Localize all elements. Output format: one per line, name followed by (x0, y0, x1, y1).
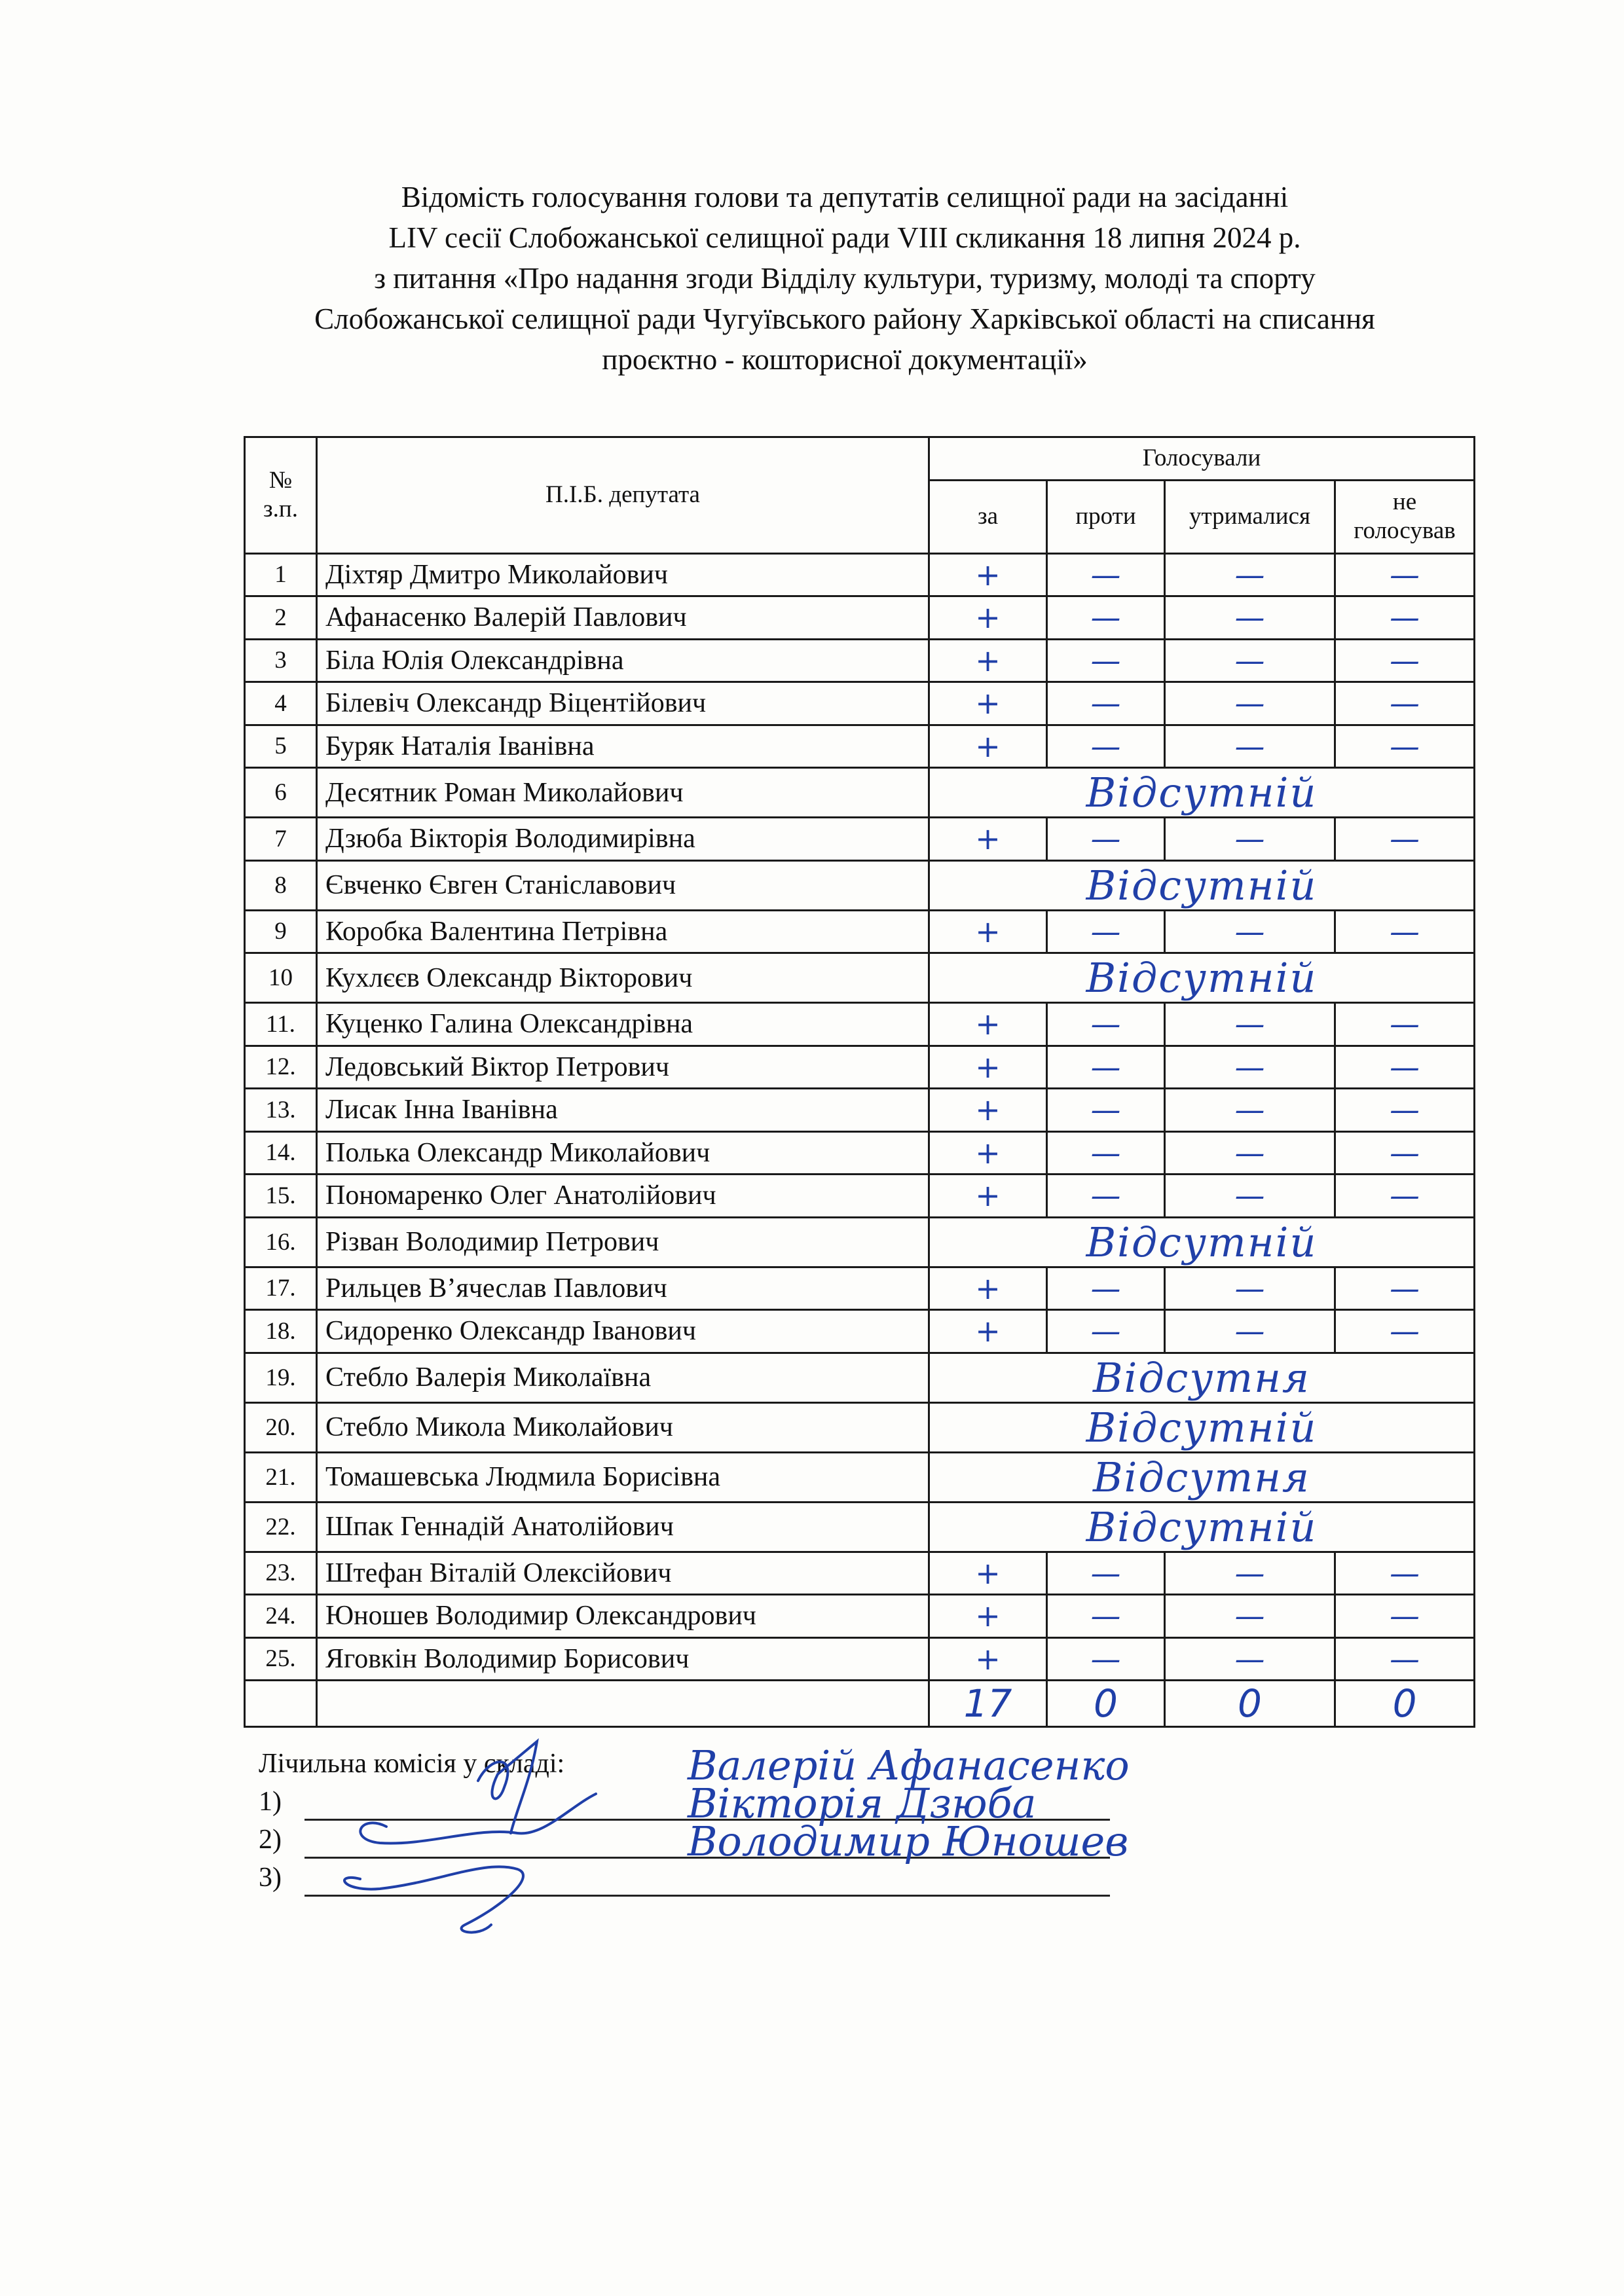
absent-mark: Відсутня (929, 1353, 1475, 1402)
vote-abstain: — (1165, 553, 1335, 596)
vote-abstain: — (1165, 1552, 1335, 1595)
vote-for: + (929, 1267, 1047, 1310)
row-number: 21. (245, 1452, 317, 1502)
vote-against: — (1047, 1310, 1165, 1353)
header-name: П.І.Б. депутата (317, 437, 929, 554)
vote-abstain: — (1165, 1046, 1335, 1089)
header-voted: Голосували (929, 437, 1475, 481)
table-row (245, 639, 1475, 682)
vote-abstain: — (1165, 1131, 1335, 1175)
header-abstain: утрималися (1165, 480, 1335, 553)
row-number: 22. (245, 1502, 317, 1552)
heading-line-3: з питання «Про надання згоди Відділу культури, туризму, молоді та спорту (374, 262, 1316, 295)
row-number: 2 (245, 596, 317, 640)
vote-against: — (1047, 1003, 1165, 1046)
header-number (245, 437, 317, 554)
vote-against: — (1047, 553, 1165, 596)
vote-for: + (929, 1552, 1047, 1595)
member-number: 3) (259, 1863, 282, 1893)
total-for: 17 (929, 1681, 1047, 1727)
vote-for: + (929, 910, 1047, 953)
signatures-scrawl (321, 1728, 688, 1951)
vote-against: — (1047, 596, 1165, 640)
row-number: 23. (245, 1552, 317, 1595)
row-number: 24. (245, 1595, 317, 1638)
header-novote-a: не (1392, 488, 1417, 515)
deputy-name: Коробка Валентина Петрівна (317, 910, 929, 953)
table-row (245, 768, 1475, 818)
header-number-a: № (268, 467, 293, 494)
vote-against: — (1047, 725, 1165, 768)
member-name-1: Валерій Афанасенко (688, 1741, 1130, 1789)
row-number: 25. (245, 1637, 317, 1681)
deputy-name: Сидоренко Олександр Іванович (317, 1310, 929, 1353)
totals-label (317, 1681, 929, 1727)
table-row (245, 1131, 1475, 1175)
vote-novote: — (1335, 1089, 1475, 1132)
vote-against: — (1047, 639, 1165, 682)
vote-against: — (1047, 682, 1165, 725)
member-number: 2) (259, 1825, 282, 1855)
row-number: 3 (245, 639, 317, 682)
header-novote (1335, 480, 1475, 553)
deputy-name: Кухлєєв Олександр Вікторович (317, 953, 929, 1003)
table-row (245, 1452, 1475, 1502)
table-row (245, 1353, 1475, 1402)
table-row (245, 818, 1475, 861)
absent-mark: Відсутній (929, 1402, 1475, 1452)
vote-for: + (929, 1595, 1047, 1638)
vote-abstain: — (1165, 1267, 1335, 1310)
deputy-name: Штефан Віталій Олексійович (317, 1552, 929, 1595)
deputy-name: Лисак Інна Іванівна (317, 1089, 929, 1132)
row-number: 9 (245, 910, 317, 953)
deputy-name: Біла Юлія Олександрівна (317, 639, 929, 682)
vote-for: + (929, 1003, 1047, 1046)
deputy-name: Пономаренко Олег Анатолійович (317, 1175, 929, 1218)
vote-for: + (929, 725, 1047, 768)
vote-novote: — (1335, 818, 1475, 861)
row-number: 5 (245, 725, 317, 768)
deputy-name: Десятник Роман Миколайович (317, 768, 929, 818)
member-number: 1) (259, 1787, 282, 1817)
total-abstain: 0 (1165, 1681, 1335, 1727)
row-number: 17. (245, 1267, 317, 1310)
table-row (245, 1552, 1475, 1595)
table-row (245, 1217, 1475, 1267)
header-number-b: з.п. (263, 496, 298, 523)
table-row (245, 953, 1475, 1003)
row-number: 16. (245, 1217, 317, 1267)
deputy-name: Томашевська Людмила Борисівна (317, 1452, 929, 1502)
vote-novote: — (1335, 1595, 1475, 1638)
row-number: 13. (245, 1089, 317, 1132)
vote-abstain: — (1165, 818, 1335, 861)
vote-against: — (1047, 1175, 1165, 1218)
row-number: 8 (245, 860, 317, 910)
absent-mark: Відсутній (929, 1217, 1475, 1267)
table-row (245, 1089, 1475, 1132)
absent-mark: Відсутній (929, 1502, 1475, 1552)
total-against: 0 (1047, 1681, 1165, 1727)
row-number: 19. (245, 1353, 317, 1402)
vote-against: — (1047, 1131, 1165, 1175)
deputy-name: Різван Володимир Петрович (317, 1217, 929, 1267)
absent-mark: Відсутня (929, 1452, 1475, 1502)
heading-line-4: Слобожанської селищної ради Чугуївського району Харківської області на списання (314, 302, 1375, 335)
vote-for: + (929, 1089, 1047, 1132)
vote-novote: — (1335, 1637, 1475, 1681)
row-number: 6 (245, 768, 317, 818)
signature-3 (344, 1867, 523, 1932)
deputy-name: Дзюба Вікторія Володимирівна (317, 818, 929, 861)
vote-against: — (1047, 1046, 1165, 1089)
vote-novote: — (1335, 682, 1475, 725)
vote-novote: — (1335, 1131, 1475, 1175)
deputy-name: Яговкін Володимир Борисович (317, 1637, 929, 1681)
vote-abstain: — (1165, 1003, 1335, 1046)
vote-against: — (1047, 1089, 1165, 1132)
deputy-name: Білевіч Олександр Віцентійович (317, 682, 929, 725)
absent-mark: Відсутній (929, 768, 1475, 818)
vote-against: — (1047, 1552, 1165, 1595)
table-row (245, 725, 1475, 768)
vote-novote: — (1335, 596, 1475, 640)
member-name-2: Вікторія Дзюба (688, 1779, 1037, 1827)
vote-novote: — (1335, 1003, 1475, 1046)
row-number: 1 (245, 553, 317, 596)
vote-abstain: — (1165, 1310, 1335, 1353)
deputy-name: Євченко Євген Станіславович (317, 860, 929, 910)
vote-for: + (929, 1131, 1047, 1175)
vote-for: + (929, 639, 1047, 682)
deputy-name: Юношев Володимир Олександрович (317, 1595, 929, 1638)
vote-against: — (1047, 1595, 1165, 1638)
table-row (245, 1402, 1475, 1452)
header-novote-b: голосував (1354, 517, 1456, 544)
table-row (245, 1046, 1475, 1089)
table-row (245, 910, 1475, 953)
vote-against: — (1047, 818, 1165, 861)
row-number: 7 (245, 818, 317, 861)
total-novote: 0 (1335, 1681, 1475, 1727)
table-row (245, 682, 1475, 725)
deputy-name: Полька Олександр Миколайович (317, 1131, 929, 1175)
vote-for: + (929, 1175, 1047, 1218)
deputy-name: Рильцев В’ячеслав Павлович (317, 1267, 929, 1310)
vote-abstain: — (1165, 596, 1335, 640)
vote-novote: — (1335, 553, 1475, 596)
deputy-name: Стебло Микола Миколайович (317, 1402, 929, 1452)
row-number: 20. (245, 1402, 317, 1452)
vote-novote: — (1335, 1310, 1475, 1353)
heading-line-5: проєктно - кошторисної документації» (602, 343, 1088, 376)
heading-line-2: LIV сесії Слобожанської селищної ради VIII скликання 18 липня 2024 р. (388, 221, 1301, 254)
vote-abstain: — (1165, 1595, 1335, 1638)
vote-abstain: — (1165, 725, 1335, 768)
deputy-name: Ледовський Віктор Петрович (317, 1046, 929, 1089)
vote-abstain: — (1165, 682, 1335, 725)
vote-novote: — (1335, 1175, 1475, 1218)
vote-abstain: — (1165, 1089, 1335, 1132)
table-row (245, 1003, 1475, 1046)
voting-table (244, 436, 1475, 1728)
deputy-name: Шпак Геннадій Анатолійович (317, 1502, 929, 1552)
table-row (245, 860, 1475, 910)
vote-for: + (929, 553, 1047, 596)
vote-against: — (1047, 910, 1165, 953)
vote-abstain: — (1165, 639, 1335, 682)
row-number: 4 (245, 682, 317, 725)
table-row (245, 1502, 1475, 1552)
vote-against: — (1047, 1267, 1165, 1310)
deputy-name: Буряк Наталія Іванівна (317, 725, 929, 768)
row-number: 11. (245, 1003, 317, 1046)
vote-for: + (929, 1046, 1047, 1089)
table-row (245, 1310, 1475, 1353)
absent-mark: Відсутній (929, 953, 1475, 1003)
totals-num (245, 1681, 317, 1727)
vote-novote: — (1335, 1267, 1475, 1310)
signature-1 (478, 1741, 537, 1833)
table-row (245, 1175, 1475, 1218)
row-number: 18. (245, 1310, 317, 1353)
table-row (245, 1637, 1475, 1681)
document-heading (196, 177, 1493, 380)
vote-for: + (929, 682, 1047, 725)
table-row (245, 1267, 1475, 1310)
vote-for: + (929, 1637, 1047, 1681)
signature-2 (360, 1794, 596, 1844)
vote-abstain: — (1165, 1175, 1335, 1218)
vote-abstain: — (1165, 1637, 1335, 1681)
commission-title: Лічильна комісія у складі: (259, 1749, 565, 1779)
vote-for: + (929, 596, 1047, 640)
vote-novote: — (1335, 910, 1475, 953)
deputy-name: Афанасенко Валерій Павлович (317, 596, 929, 640)
vote-novote: — (1335, 725, 1475, 768)
header-for: за (929, 480, 1047, 553)
voting-rows (245, 553, 1475, 1681)
absent-mark: Відсутній (929, 860, 1475, 910)
vote-novote: — (1335, 1552, 1475, 1595)
vote-abstain: — (1165, 910, 1335, 953)
vote-for: + (929, 1310, 1047, 1353)
vote-novote: — (1335, 639, 1475, 682)
table-row (245, 1595, 1475, 1638)
vote-novote: — (1335, 1046, 1475, 1089)
member-name-3: Володимир Юношев (688, 1817, 1129, 1865)
row-number: 15. (245, 1175, 317, 1218)
row-number: 12. (245, 1046, 317, 1089)
table-row (245, 553, 1475, 596)
row-number: 14. (245, 1131, 317, 1175)
totals-row (245, 1681, 1475, 1727)
deputy-name: Стебло Валерія Миколаївна (317, 1353, 929, 1402)
header-against: проти (1047, 480, 1165, 553)
heading-line-1: Відомість голосування голови та депутатів селищної ради на засіданні (401, 181, 1289, 213)
vote-for: + (929, 818, 1047, 861)
vote-against: — (1047, 1637, 1165, 1681)
row-number: 10 (245, 953, 317, 1003)
table-row (245, 596, 1475, 640)
deputy-name: Діхтяр Дмитро Миколайович (317, 553, 929, 596)
deputy-name: Куценко Галина Олександрівна (317, 1003, 929, 1046)
